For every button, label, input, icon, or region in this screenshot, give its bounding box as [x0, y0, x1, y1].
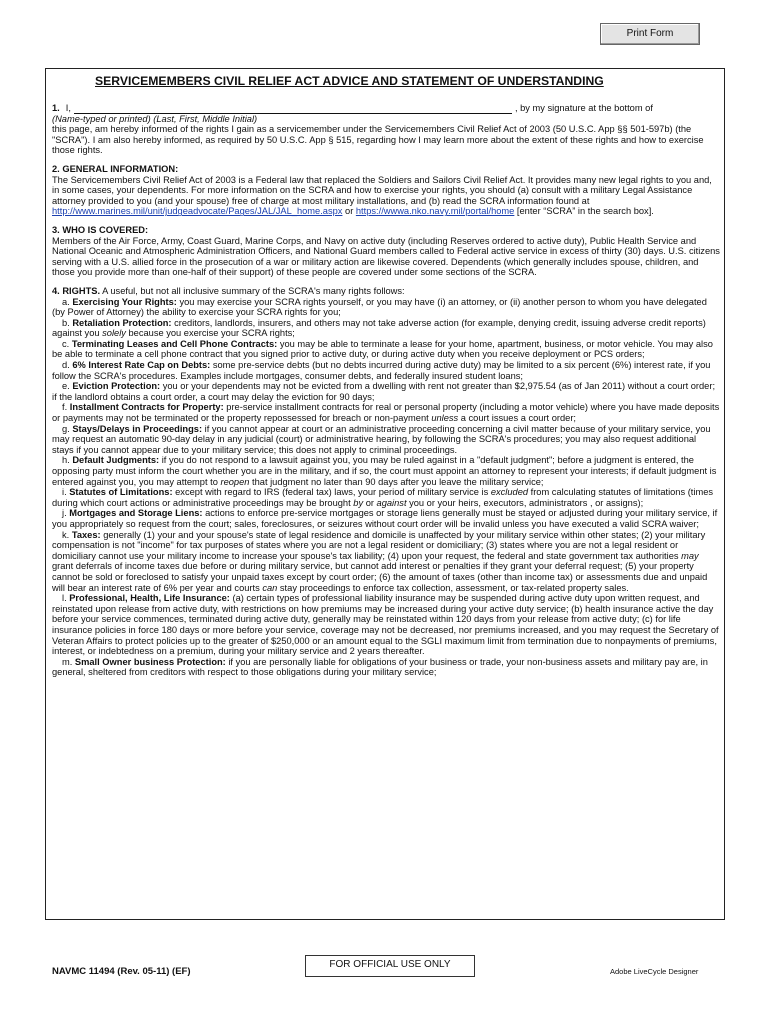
section-general-information — [52, 164, 720, 217]
section-2-heading: 2. GENERAL INFORMATION: — [52, 163, 179, 174]
right-j: j. Mortgages and Storage Liens: actions to enforce pre-service mortgages or storage liens generally must be stayed or adjusted during your military service, if you appropriately so request from the court; sales, foreclosures, or seizures without court order will be invalid unless you have executed a valid SCRA waiver; — [52, 508, 718, 529]
right-c: c. Terminating Leases and Cell Phone Contracts: you may be able to terminate a lease for your home, apartment, business, or motor vehicle. You may also be able to terminate a cell phone contract that you signed prior to active duty, or during active duty when you receive deployment or PCS orders; — [52, 338, 713, 360]
form-title: SERVICEMEMBERS CIVIL RELIEF ACT ADVICE AND STATEMENT OF UNDERSTANDING — [95, 74, 604, 88]
right-f: f. Installment Contracts for Property: pre-service installment contracts for real or personal property (including a motor vehicle) where you have made deposits or payments may not be terminated or the property repossessed for breach or non-payment unless a court issues a court order; — [52, 402, 720, 424]
name-input-field[interactable] — [74, 104, 512, 114]
nko-portal-link[interactable]: https://wwwa.nko.navy.mil/portal/home — [355, 206, 515, 217]
form-content — [52, 103, 720, 678]
right-g: g. Stays/Delays in Proceedings: if you cannot appear at court or an administrative proceeding concerning a civil matter because of your military service, you may request an automatic 90-day delay in any judicial (court) or administrative hearing, by following the SCRA's procedures; you may also request additional stays if you cannot appear due to your military service; this does not apply to criminal proceedings. — [52, 423, 711, 455]
section-rights — [52, 286, 720, 678]
right-b: b. Retaliation Protection: creditors, landlords, insurers, and others may not take adverse action (for example, denying credit, issuing adverse credit reports) against you solely because you exercise your SCRA rights; — [52, 317, 706, 339]
section-2-body: The Servicemembers Civil Relief Act of 2003 is a Federal law that replaced the Soldiers and Sailors Civil Relief Act. It provides many new legal rights to you and, in some cases, your dependents. For more information on the SCRA and how to exercise your rights, you should (a) consult with a military Legal Assistance attorney provided to you (and your spouse) free of charge at most military installations, and (b) read the SCRA information found at http://www.marines.mil/unit/judgeadvocate/Pages/JAL/JAL_home.aspx or https://wwwa.nko.navy.mil/portal/home [enter “SCRA” in the search box]. — [52, 174, 712, 217]
section-1-suffix: , by my signature at the bottom of — [514, 103, 653, 113]
right-e: e. Eviction Protection: you or your dependents may not be evicted from a dwelling with rent not greater than $2,975.54 (as of Jan 2011) without a court order; if the landlord obtains a court order, a court may delay the eviction for 90 days; — [52, 381, 716, 402]
section-who-is-covered — [52, 225, 720, 278]
marines-jal-link[interactable]: http://www.marines.mil/unit/judgeadvocate/Pages/JAL/JAL_home.aspx — [52, 206, 343, 217]
form-number: NAVMC 11494 (Rev. 05-11) (EF) — [52, 966, 191, 977]
designer-credit: Adobe LiveCycle Designer — [610, 967, 699, 976]
name-statement-line — [52, 103, 720, 114]
section-3-heading: 3. WHO IS COVERED: — [52, 224, 149, 235]
section-1-i: I, — [65, 103, 71, 113]
section-1-body: this page, am hereby informed of the rights I gain as a servicemember under the Servicemembers Civil Relief Act of 2003 (50 U.S.C. App §§ 501-597b) (the "SCRA"). I am also hereby informed, as required by 50 U.S.C. App § 515, regarding how I may learn more about the extent of these rights and how to exercise those rights. — [52, 124, 704, 156]
right-m: m. Small Owner business Protection: if you are personally liable for obligations of your business or trade, your non-business assets and military pay are, in general, sheltered from creditors with respect to those obligations during your military service; — [52, 656, 708, 678]
name-field-caption: (Name-typed or printed) (Last, First, Middle Initial) — [52, 113, 258, 124]
right-i: i. Statutes of Limitations: except with regard to IRS (federal tax) laws, your period of military service is excluded from calculating statutes of limitations (times during which court actions or administrative proceedings may be brought by or against you or your heirs, executors, administrators , or assigns); — [52, 487, 714, 508]
right-l: l. Professional, Health, Life Insurance: (a) certain types of professional liability insurance may be suspended during active duty upon written request, and reinstated upon release from active duty, with restrictions on how premiums may be increased during your active duty service; (b) health insurance active the day before your service commences, terminated during active duty, generally may be reinstated within 120 days from your release from active duty; (c) for life insurance policies in force 180 days or more before your service, coverage may not be decreased, nor premiums increased, and you may request the Secretary of Veteran Affairs to protect policies up to the greater of $250,000 or an amount equal to the SGLI maximum limit from termination due to nonpayments of premiums, interest, or indebtedness on a premium, during your military service and 2 years thereafter. — [52, 593, 719, 657]
section-4-intro: 4. RIGHTS. A useful, but not all inclusive summary of the SCRA's many rights follows: — [52, 285, 405, 296]
section-3-body: Members of the Air Force, Army, Coast Guard, Marine Corps, and Navy on active duty (including Reserves ordered to active duty), Public Health Service and National Oceanic and Atmospheric Administration Officers, and National Guard members called to Federal active service in excess of thirty (30) days. U.S. citizens serving with a U.S. allied force in the prosecution of a war or military action are likewise covered. Dependents (which generally includes spouse, children, and those you provide more than one-half of their support) of these people are covered under some sections of the SCRA. — [52, 235, 720, 278]
right-d: d. 6% Interest Rate Cap on Debts: some pre-service debts (but no debts incurred during active duty) may be limited to a six percent (6%) interest rate, if you follow the SCRA's procedures. Examples include mortgages, consumer debts, and federally insured student loans; — [52, 360, 711, 381]
right-a: a. Exercising Your Rights: you may exercise your SCRA rights yourself, or you may have (i) an attorney, or (ii) another person to whom you have delegated (by Power of Attorney) the ability to exercise your SCRA rights for you; — [52, 296, 707, 318]
official-use-badge: FOR OFFICIAL USE ONLY — [305, 955, 475, 977]
print-form-button[interactable]: Print Form — [600, 23, 700, 45]
right-h: h. Default Judgments: if you do not respond to a lawsuit against you, you may be ruled against in a "default judgment"; before a judgment is entered, the opposing party must inform the court whether you are in the military, and if so, the court must appoint an attorney to represent your interests; if default judgment is entered against you, you may attempt to reopen that judgment no later than 90 days after you leave the military service; — [52, 455, 717, 487]
right-k: k. Taxes: generally (1) your and your spouse's state of legal residence and domicile is unaffected by your military service within other states; (2) your military compensation is not "income" for tax purposes of states where you are not a legal resident or domiciliary; (3) states where you are not a legal resident or domiciliary cannot use your military income to increase your spouse's tax liability; (4) upon your request, the federal and state government tax authorities may grant deferrals of income taxes due before or during military service, but cannot add interest or penalties if they grant your deferral request; (5) your property cannot be sold or foreclosed to satisfy your unpaid taxes except by court order; (6) the amount of taxes (other than income tax) or assessments due and unpaid will bear an interest rate of 6% per year and courts can stay proceedings to enforce tax collection, assessment, or tax-related property sales. — [52, 529, 708, 593]
section-1-number: 1. — [52, 103, 60, 113]
